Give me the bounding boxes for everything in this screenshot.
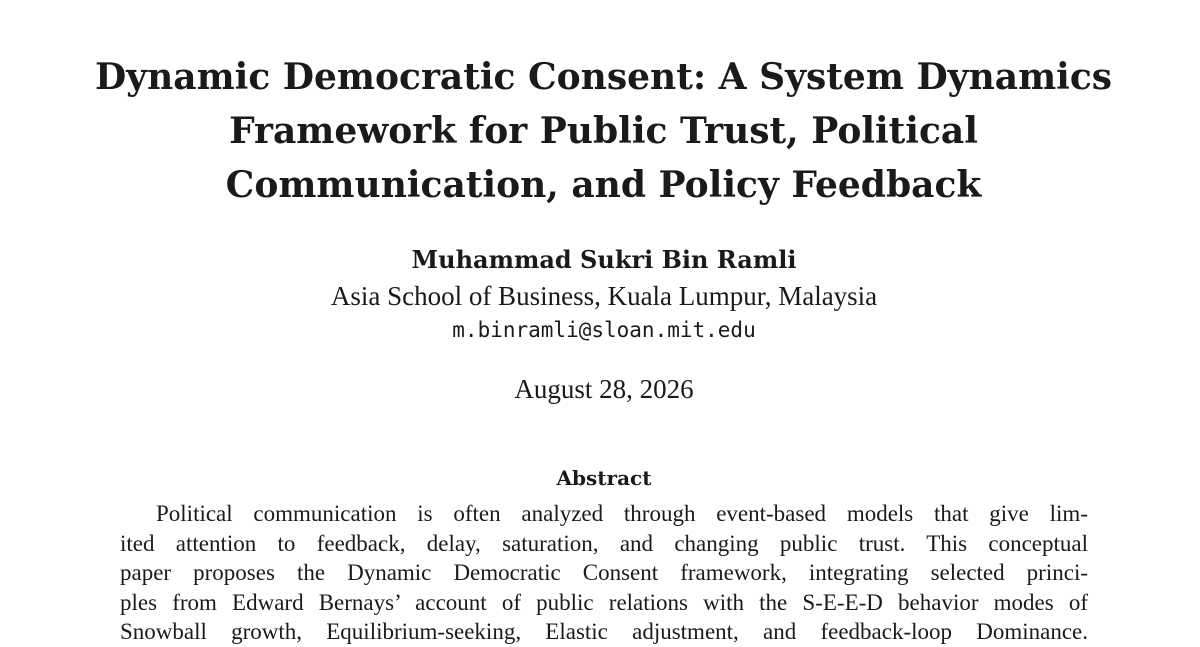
title-line: Communication, and Policy Feedback [225,164,982,206]
author-email: m.binramli@sloan.mit.edu [452,318,756,342]
abstract-body [120,499,1088,647]
title-line: Framework for Public Trust, Political [229,110,978,152]
abstract-heading: Abstract [556,466,652,490]
paper-title [40,50,1167,212]
abstract-line: ples from Edward Bernays’ account of public relations with the S-E-E-D behavior modes of [120,589,1088,615]
title-line: Dynamic Democratic Consent: A System Dynamics [94,56,1113,98]
abstract-line: paper proposes the Dynamic Democratic Consent framework, integrating selected princi- [120,560,1088,585]
abstract-line: Snowball growth, Equilibrium-seeking, Elastic adjustment, and feedback-loop Dominance. [120,619,1088,644]
author-affiliation: Asia School of Business, Kuala Lumpur, Malaysia [330,281,878,311]
abstract-line: Political communication is often analyzed through event-based models that give lim- [156,501,1088,526]
abstract-line: ited attention to feedback, delay, saturation, and changing public trust. This conceptual [120,530,1088,556]
author-name: Muhammad Sukri Bin Ramli [411,245,797,274]
publication-date: August 28, 2026 [514,374,694,404]
